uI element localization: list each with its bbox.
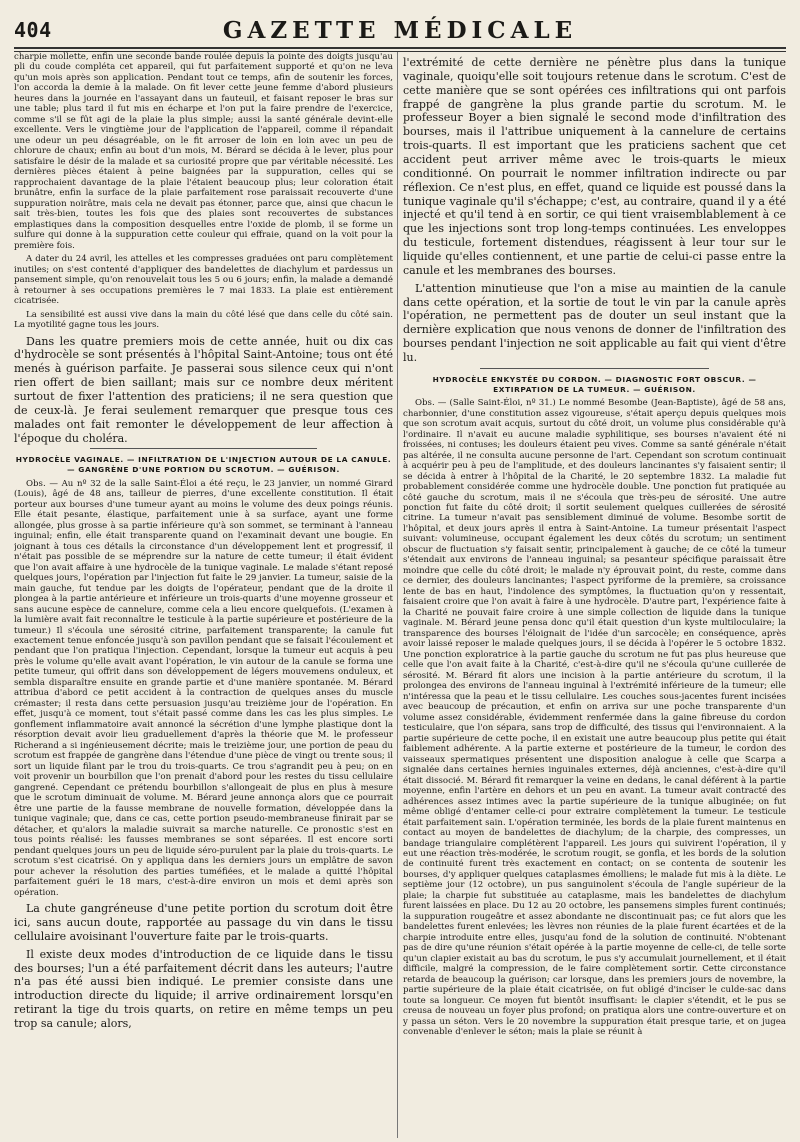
observation-paragraph: Obs. — Au nº 32 de la salle Saint-Éloi a été reçu, le 23 janvier, un nommé Girard (Louis), âgé de 48 ans, tailleur de pierres, d'une excellente constitution. Il était porteur aux bourses d'une tumeur ayant au moins le volume des deux poings réunis. Elle était pesante, élastique, parfaitement unie à sa surface, ayant une forme allongée, plus grosse à sa partie inférieure qu'à son sommet, se terminant à l'anneau inguinal; enfin, elle était transparente quand on l'examinait devant une bougie. En joignant à tous ces détails la circonstance d'un développement lent et progressif, il n'était pas possible de se méprendre sur la nature de cette tumeur; il était évident que l'on avait affaire à une hydrocèle de la tunique vaginale. Le malade s'étant reposé quelques jours, l'opération par l'injection fut faite le 29 janvier. La tumeur, saisie de la main gauche, fut tendue par les doigts de l'opérateur, pendant que de la droite il plongea à la partie antérieure et inférieure un trois-quarts d'une moyenne grosseur et sans aucune espèce de cannelure, comme cela a lieu encore quelquefois. (L'examen à la lumière avait fait reconnaître le testicule à la partie supérieure et postérieure de la tumeur.) Il s'écoula une sérosité citrine, parfaitement transparente; la canule fut exactement tenue enfoncée jusqu'à son pavillon pendant que se faisait l'écoulement et pendant que l'on pratiqua l'injection. Cependant, lorsque la tumeur eut acquis à peu près le volume qu'elle avait avant l'opération, le vin autour de la canule se forma une petite tumeur, qui offrit dans son développement de légers mouvemens onduleux, et sembla disparaître ensuite en grande partie et d'une manière spontanée. M. Bérard attribua d'abord ce petit accident à la contraction de quelques anses du muscle crémaster; il resta dans cette persuasion jusqu'au treizième jour de l'opération. En effet, jusqu'à ce moment, tout s'était passé comme dans les cas les plus simples. Le gonflement inflammatoire avait annoncé la sécrétion d'une lymphe plastique dont la résorption devait avoir lieu graduellement d'après la théorie que M. le professeur Richerand a si ingénieusement décrite; mais le treizième jour, une portion de peau du scrotum est frappée de gangrène dans l'étendue d'une pièce de vingt ou trente sous; il sort un liquide filant par le trou du trois-quarts. Ce trou s'agrandit peu à peu; on en voit provenir un bourbillon que l'on prenait d'abord pour les restes du tissu cellulaire gangrené. Cependant ce prétendu bourbillon s'allongeait de plus en plus à mesure que le scrotum diminuait de volume. M. Bérard jeune annonça alors que ce pourrait être une partie de la fausse membrane de nouvelle formation, développée dans la tunique vaginale; que, dans ce cas, cette portion pseudo-membraneuse finirait par se détacher, et qu'alors la maladie suivrait sa marche naturelle. Ce pronostic s'est en tous points réalisé: les fausses membranes se sont séparées. Il est encore sorti pendant quelques jours un peu de liquide séro-purulent par la plaie du trois-quarts. Le scrotum s'est cicatrisé. On y appliqua dans les derniers jours un emplâtre de savon pour achever la résolution des parties tuméfiées, et le malade a quitté l'hôpital parfaitement guéri le 18 mars, c'est-à-dire environ un mois et demi après son opération. bbox=[14, 478, 393, 898]
observation-paragraph: Obs. — (Salle Saint-Éloi, nº 31.) Le nommé Besombe (Jean-Baptiste), âgé de 58 ans, charbonnier, d'une constitution assez vigoureuse, s'était aperçu depuis quelques mois que son scrotum avait acquis, surtout du côté droit, un volume plus considérable qu'à l'ordinaire. Il n'avait eu aucune maladie syphilitique, ses bourses n'avaient été ni froissées, ni contuses; les douleurs étaient peu vives. Comme sa santé générale n'était pas altérée, il ne consulta aucune personne de l'art. Cependant son scrotum continuait à acquérir peu à peu de l'amplitude, et des douleurs lancinantes s'y faisaient sentir; il se décida à entrer à l'hôpital de la Charité, le 20 septembre 1832. La maladie fut probablement considérée comme une hydrocèle double. Une ponction fut pratiquée au côté gauche du scrotum, mais il ne s'écoula que très-peu de sérosité. Une autre ponction fut faite du côté droit; il sortit seulement quelques cuillerées de sérosité citrine. La tumeur n'avait pas sensiblement diminué de volume. Besombe sortit de l'hôpital, et deux jours après il entra à Saint-Antoine. La tumeur présentait l'aspect suivant: volumineuse, occupant également les deux côtés du scrotum; un sentiment obscur de fluctuation s'y faisait sentir, principalement à gauche; de ce côté la tumeur s'étendait aux environs de l'anneau inguinal; sa pesanteur spécifique paraissait être moindre que celle du côté droit; le malade n'y éprouvait point, du reste, comme dans ce dernier, des douleurs lancinantes; l'aspect pyriforme de la première, sa croissance lente de bas en haut, l'indolence des symptômes, la fluctuation qu'on y ressentait, faisaient croire que l'on avait à faire à une hydrocèle. D'autre part, l'expérience faite à la Charité ne pouvait faire croire à une simple collection de liquide dans la tunique vaginale. M. Bérard jeune pensa donc qu'il était question d'un kyste multiloculaire; la transparence des bourses l'éloignait de l'idée d'un sarcocèle; en conséquence, après avoir laissé reposer le malade quelques jours, il se décida à l'opérer le 5 octobre 1832. Une ponction exploratrice à la partie gauche du scrotum ne fut pas plus heureuse que celle que l'on avait faite à la Charité, c'est-à-dire qu'il ne s'écoula qu'une cuillerée de sérosité. M. Bérard fit alors une incision à la partie antérieure du scrotum, il la prolongea des environs de l'anneau inguinal à l'extrémité inférieure de la tumeur; elle n'intéressa que la peau et le tissu cellulaire. Les couches sous-jacentes furent incisées avec beaucoup de précaution, et enfin on arriva sur une poche transparente d'un volume assez considérable, évidemment renfermée dans la gaine fibreuse du cordon testiculaire, que l'on sépara, sans trop de difficulté, des tissus qui l'environnaient. A la partie supérieure de cette poche, il en existait une autre beaucoup plus petite qui était faiblement adhérente. A la partie externe et postérieure de la tumeur, le cordon des vaisseaux spermatiques présentent une disposition analogue à celle que Scarpa a signalée dans certaines hernies inguinales externes, déjà anciennes, c'est-à-dire qu'il était dissocié. M. Bérard fit remarquer la veine en dedans, le canal déférent à la partie moyenne, enfin l'artère en dehors et un peu en avant. La tumeur avait contracté des adhérences assez intimes avec la partie supérieure de la tunique albuginée; on fut même obligé d'entamer celle-ci pour extraire complètement la tumeur. Le testicule était parfaitement sain. L'opération terminée, les bords de la plaie furent maintenus en contact au moyen de bandelettes de diachylum; de la charpie, des compresses, un bandage triangulaire complétèrent l'appareil. Les jours qui suivirent l'opération, il y eut une réaction très-modérée, le scrotum rougit, se gonfla, et les bords de la solution de continuité furent très exactement en contact; on se contenta de soutenir les bourses, d'y appliquer quelques cataplasmes émolliens; le malade fut mis à la diète. Le septième jour (12 octobre), un pus sanguinolent s'écoula de l'angle supérieur de la plaie; la charpie fut substituée au cataplasme, mais les bandelettes de diachylum furent laissées en place. Du 12 au 20 octobre, les pansemens simples furent continués; la suppuration rougeâtre et assez abondante ne discontinuait pas; ce fut alors que les bandelettes furent enlevées; les lèvres non réunies de la plaie furent écartées et de la charpie introduite entre elles, jusqu'au fond de la solution de continuité. N'obtenant pas de dire qu'une réunion s'était opérée à la partie moyenne de celle-ci, de telle sorte qu'un clapier existait au bas du scrotum, le pus s'y accumulait journellement, et il était difficile, malgré la compression, de le faire complètement sortir. Cette circonstance retarda de beaucoup la guérison; car lorsque, dans les premiers jours de novembre, la partie supérieure de la plaie était cicatrisée, on fut obligé d'inciser le culde-sac dans toute sa longueur. Ce moyen fut bientôt insuffisant: le clapier s'étendit, et le pus se creusa de nouveau un foyer plus profond; on pratiqua alors une contre-ouverture et on y passa un séton. Vers le 20 novembre la suppuration était presque tarie, et on jugea convenable d'enlever le séton; mais la plaie se réunit à bbox=[403, 398, 786, 1038]
page-header bbox=[14, 10, 786, 44]
article-paragraph: La sensibilité est aussi vive dans la main du côté lésé que dans celle du côté sain. La myotilité gagne tous les jours. bbox=[14, 309, 393, 331]
article-paragraph: charpie mollette, enfin une seconde bande roulée depuis la pointe des doigts jusqu'au pli du coude compléta cet appareil, qui fut parfaitement supporté et qu'on ne leva qu'un mois après son application. Pendant tout ce temps, afin de soutenir les forces, l'on accorda la demie à la malade. On fit lever cette jeune femme d'abord plusieurs heures dans la journée en l'assayant dans un fauteuil, et faisant reposer le bras sur une table; plus tard il fut mis en écharpe et l'on put la faire prendre de l'exercice, comme s'il se fût agi de la plaie la plus simple; aussi la santé générale devint-elle excellente. Vers le vingtième jour de l'application de l'appareil, comme il répandait une odeur un peu désagréable, on le fit arroser de loin en loin avec un peu de chlorure de chaux; enfin au bout d'un mois, M. Bérard se décida à le lever, plus pour satisfaire le désir de la malade et sa curiosité propre que par véritable nécessité. Les dernières pièces étaient à peine baignées par la suppuration, celles qui se rapprochaient davantage de la plaie l'étaient beaucoup plus; leur coloration était brunâtre, enfin la surface de la plaie parfaitement rose paraissait recouverte d'une suppuration noirâtre, mais cela ne devait pas étonner, parce que, ainsi que chacun le sait très-bien, toutes les fois que des plaies sont recouvertes de substances emplastiques dans la composition desquelles entre l'oxide de plomb, il se forme un sulfure qui donne à la suppuration cette couleur qui effraie, quand on la voit pour la première fois. bbox=[14, 52, 393, 251]
journal-title: GAZETTE MÉDICALE bbox=[222, 17, 578, 44]
section-heading: HYDROCÈLE VAGINALE. — INFILTRATION DE L'INJECTION AUTOUR DE LA CANULE. — GANGRÈNE D'UNE PORTION DU SCROTUM. — GUÉRISON. bbox=[15, 455, 392, 475]
right-column bbox=[403, 52, 786, 1138]
intro-paragraph: Dans les quatre premiers mois de cette année, huit ou dix cas d'hydrocèle se sont présentés à l'hôpital Saint-Antoine; tous ont été menés à guérison parfaite. Je passerai sous silence ceux qui n'ont rien offert de bien saillant; mais sur ce nombre deux méritent surtout de fixer l'attention des praticiens; il ne sera question que de ceux-là. Je ferai seulement remarquer que presque tous ces malades ont fait remonter le développement de leur affection à l'époque du choléra. bbox=[14, 334, 393, 445]
section-rule bbox=[480, 368, 710, 369]
page-number: 404 bbox=[14, 18, 52, 42]
column-divider bbox=[397, 52, 398, 1138]
article-paragraph: Il existe deux modes d'introduction de ce liquide dans le tissu des bourses; l'un a été parfaitement décrit dans les auteurs; l'autre n'a pas été aussi bien indiqué. Le premier consiste dans une introduction directe du liquide; il arrive ordinairement lorsqu'en retirant la tige du trois quarts, on retire en même temps un peu trop sa canule; alors, bbox=[14, 947, 393, 1030]
left-column bbox=[14, 52, 393, 1138]
section-rule bbox=[90, 448, 317, 449]
article-paragraph: l'extrémité de cette dernière ne pénètre plus dans la tunique vaginale, quoiqu'elle soit toujours retenue dans le scrotum. C'est de cette manière que se sont opérées ces infiltrations qui ont parfois frappé de gangrène la plus grande partie du scrotum. M. le professeur Boyer a bien signalé le second mode d'infiltration des bourses, mais il l'attribue uniquement à la cannelure de certains trois-quarts. Il est important que les praticiens sachent que cet accident peut arriver même avec le trois-quarts le mieux conditionné. On pourrait le nommer infiltration indirecte ou par réflexion. Ce n'est plus, en effet, quand ce liquide est poussé dans la tunique vaginale qu'il s'échappe; c'est, au contraire, quand il y a été injecté et qu'il tend à en sortir, ce qui tient vraisemblablement à ce que les injections sont trop long-temps continuées. Les enveloppes du testicule, fortement distendues, réagissent à leur tour sur le liquide qu'elles contiennent, et une partie de celui-ci passe entre la canule et les membranes des bourses. bbox=[403, 56, 786, 277]
article-paragraph: A dater du 24 avril, les attelles et les compresses graduées ont paru complètement inutiles; on s'est contenté d'appliquer des bandelettes de diachylum et pardessus un pansement simple, qu'on renouvelait tous les 5 ou 6 jours; enfin, la malade a demandé à retourner à ses occupations premières le 7 mai 1833. La plaie est entièrement cicatrisée. bbox=[14, 254, 393, 307]
section-heading: HYDROCÈLE ENKYSTÉE DU CORDON. — DIAGNOSTIC FORT OBSCUR. — EXTIRPATION DE LA TUMEUR. — GUÉRISON. bbox=[432, 374, 757, 394]
article-paragraph: L'attention minutieuse que l'on a mise au maintien de la canule dans cette opération, et la sortie de tout le vin par la canule après l'opération, ne permettent pas de douter un seul instant que la dernière explication que nous venons de donner de l'infiltration des bourses pendant l'injection ne soit applicable au fait qui vient d'être lu. bbox=[403, 281, 786, 365]
article-paragraph: La chute gangréneuse d'une petite portion du scrotum doit être ici, sans aucun doute, rapportée au passage du vin dans le tissu cellulaire avoisinant l'ouverture faite par le trois-quarts. bbox=[14, 902, 393, 943]
